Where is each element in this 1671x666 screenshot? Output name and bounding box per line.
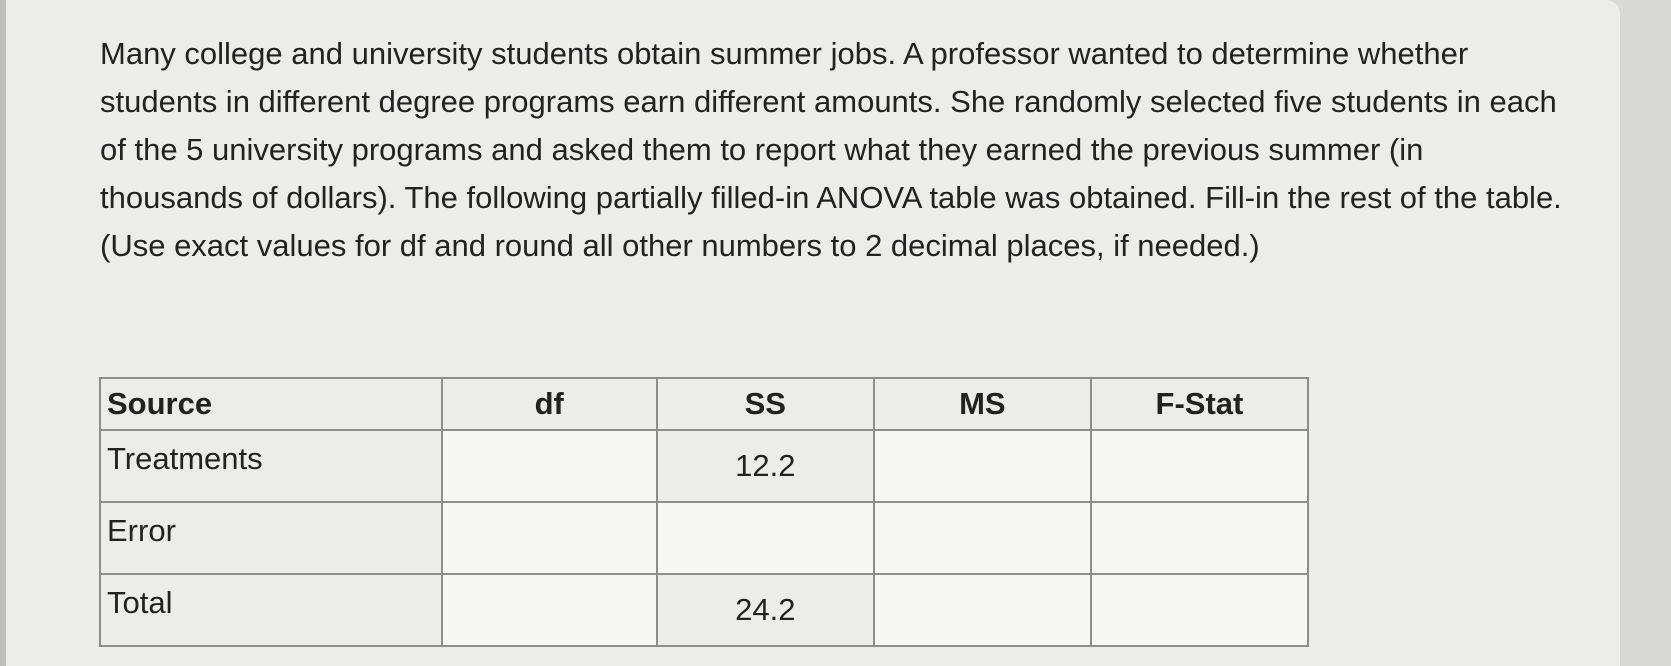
error-ss-input[interactable] bbox=[657, 502, 874, 574]
left-edge-shade bbox=[0, 0, 6, 666]
treatments-df-input[interactable] bbox=[442, 430, 657, 502]
error-df-input[interactable] bbox=[442, 502, 657, 574]
table-row-error bbox=[100, 502, 1308, 574]
row-label-total: Total bbox=[100, 574, 442, 646]
header-ms: MS bbox=[874, 378, 1091, 430]
header-df: df bbox=[442, 378, 657, 430]
question-text: Many college and university students obtain summer jobs. A professor wanted to determine whether students in different degree programs earn different amounts. She randomly selected five students in each of the 5 university programs and asked them to report what they earned the previous summer (in thousands of dollars). The following partially filled-in ANOVA table was obtained. Fill-in the rest of the table. (Use exact values for df and round all other numbers to 2 decimal places, if needed.) bbox=[100, 36, 1562, 263]
total-ss-value: 24.2 bbox=[657, 574, 874, 646]
total-f-input[interactable] bbox=[1091, 574, 1308, 646]
header-f-stat: F-Stat bbox=[1091, 378, 1308, 430]
row-label-error: Error bbox=[100, 502, 442, 574]
header-source: Source bbox=[100, 378, 442, 430]
anova-table bbox=[99, 377, 1309, 647]
row-label-treatments: Treatments bbox=[100, 430, 442, 502]
treatments-f-input[interactable] bbox=[1091, 430, 1308, 502]
table-row-total bbox=[100, 574, 1308, 646]
treatments-ms-input[interactable] bbox=[874, 430, 1091, 502]
treatments-ss-value: 12.2 bbox=[657, 430, 874, 502]
table-row-treatments bbox=[100, 430, 1308, 502]
total-ms-input[interactable] bbox=[874, 574, 1091, 646]
header-ss: SS bbox=[657, 378, 874, 430]
table-header-row bbox=[100, 378, 1308, 430]
error-f-input[interactable] bbox=[1091, 502, 1308, 574]
error-ms-input[interactable] bbox=[874, 502, 1091, 574]
total-df-input[interactable] bbox=[442, 574, 657, 646]
